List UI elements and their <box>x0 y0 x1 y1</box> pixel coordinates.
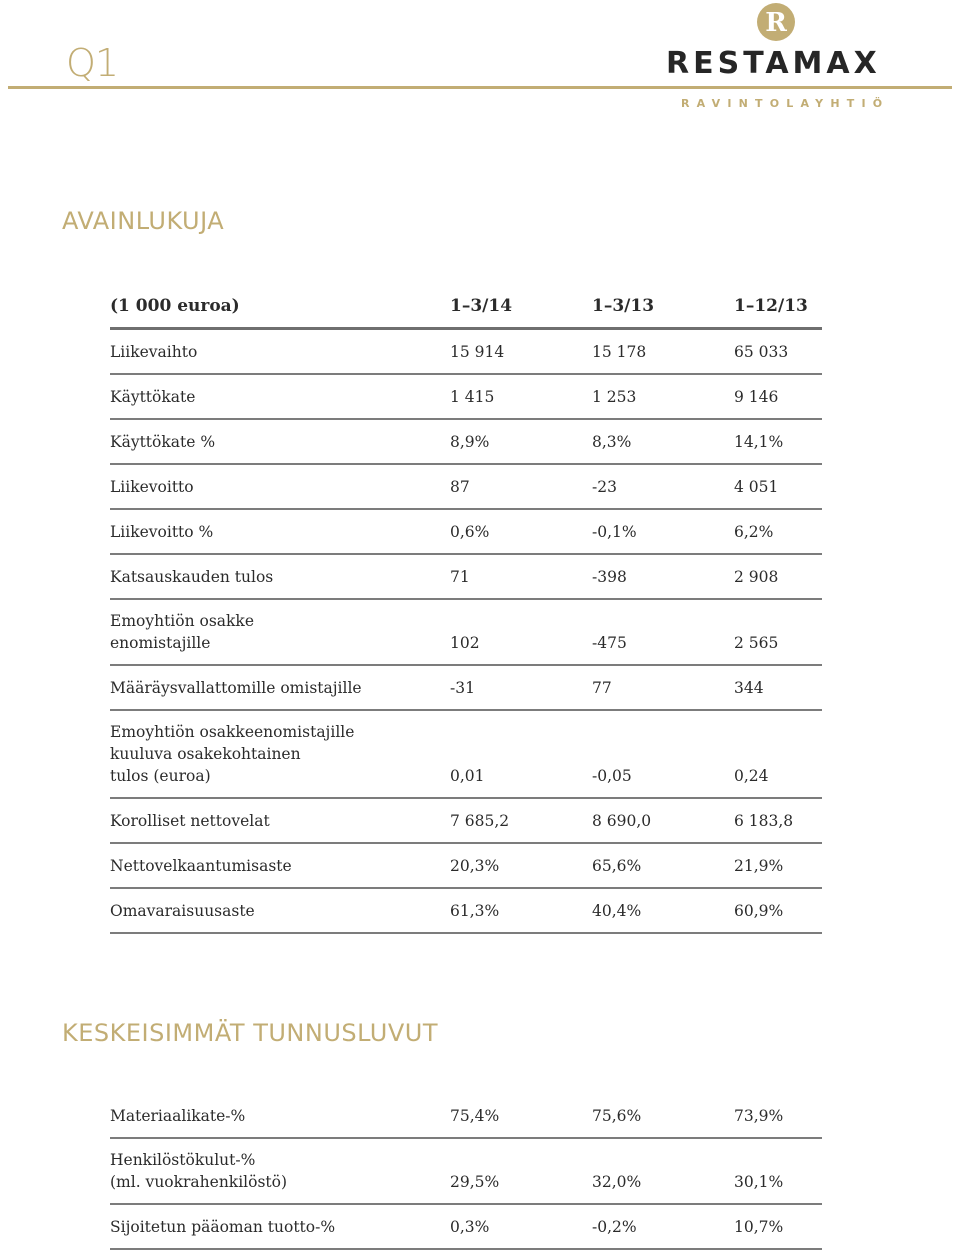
row-label: Emoyhtiön osakkeenomistajille kuuluva osakekohtainen tulos (euroa) <box>110 710 450 798</box>
row-label: Korolliset nettovelat <box>110 798 450 843</box>
row-value: -0,05 <box>592 710 734 798</box>
row-value: 1 253 <box>592 374 734 419</box>
row-label: Liikevaihto <box>110 329 450 375</box>
main-ratios-table <box>110 1094 822 1250</box>
row-value: 29,5% <box>450 1138 592 1204</box>
table-row <box>110 1138 822 1204</box>
row-value: 73,9% <box>734 1094 822 1138</box>
brand-name: RESTAMAX <box>666 46 881 81</box>
row-value: 0,01 <box>450 710 592 798</box>
row-label: Nettovelkaantumisaste <box>110 843 450 888</box>
row-value: 71 <box>450 554 592 599</box>
row-value: 75,6% <box>592 1094 734 1138</box>
table-row <box>110 599 822 665</box>
logo-letter: R <box>765 8 787 38</box>
row-label: Henkilöstökulut-% (ml. vuokrahenkilöstö) <box>110 1138 450 1204</box>
table-row <box>110 329 822 375</box>
row-label: Määräysvallattomille omistajille <box>110 665 450 710</box>
row-label: Katsauskauden tulos <box>110 554 450 599</box>
row-value: 0,3% <box>450 1204 592 1249</box>
row-value: 0,24 <box>734 710 822 798</box>
row-value: 2 565 <box>734 599 822 665</box>
row-value: 10,7% <box>734 1204 822 1249</box>
row-value: 6,2% <box>734 509 822 554</box>
table-row <box>110 374 822 419</box>
key-figures-title: AVAINLUKUJA <box>62 207 225 235</box>
table-row <box>110 509 822 554</box>
row-value: -31 <box>450 665 592 710</box>
row-value: -23 <box>592 464 734 509</box>
row-value: 344 <box>734 665 822 710</box>
row-label: Materiaalikate-% <box>110 1094 450 1138</box>
key-figures-table <box>110 284 822 934</box>
row-label: Omavaraisuusaste <box>110 888 450 933</box>
table-row <box>110 665 822 710</box>
quarter-label: Q1 <box>66 41 119 85</box>
row-value: 14,1% <box>734 419 822 464</box>
column-header: (1 000 euroa) <box>110 284 450 329</box>
table-row <box>110 710 822 798</box>
row-value: 7 685,2 <box>450 798 592 843</box>
row-value: -0,1% <box>592 509 734 554</box>
row-value: 4 051 <box>734 464 822 509</box>
table-row <box>110 1094 822 1138</box>
row-value: 87 <box>450 464 592 509</box>
row-value: 61,3% <box>450 888 592 933</box>
table-row <box>110 464 822 509</box>
table-row <box>110 1204 822 1249</box>
restamax-logo-icon <box>756 2 796 42</box>
table-row <box>110 888 822 933</box>
main-ratios-title: KESKEISIMMÄT TUNNUSLUVUT <box>62 1019 439 1047</box>
row-value: 102 <box>450 599 592 665</box>
row-value: 1 415 <box>450 374 592 419</box>
table-row <box>110 843 822 888</box>
row-label: Käyttökate % <box>110 419 450 464</box>
row-label: Emoyhtiön osakke enomistajille <box>110 599 450 665</box>
table-row <box>110 798 822 843</box>
row-value: 65 033 <box>734 329 822 375</box>
row-value: 8,3% <box>592 419 734 464</box>
row-value: 32,0% <box>592 1138 734 1204</box>
row-value: 21,9% <box>734 843 822 888</box>
table-header-row <box>110 284 822 329</box>
table-row <box>110 554 822 599</box>
brand-tagline: RAVINTOLAYHTIÖ <box>681 97 890 110</box>
row-value: 8,9% <box>450 419 592 464</box>
row-value: 6 183,8 <box>734 798 822 843</box>
row-value: 0,6% <box>450 509 592 554</box>
row-value: 77 <box>592 665 734 710</box>
row-value: 40,4% <box>592 888 734 933</box>
row-value: -475 <box>592 599 734 665</box>
header-divider <box>8 86 952 89</box>
table-row <box>110 419 822 464</box>
row-value: 15 178 <box>592 329 734 375</box>
row-value: 60,9% <box>734 888 822 933</box>
row-value: -398 <box>592 554 734 599</box>
column-header: 1–12/13 <box>734 284 822 329</box>
column-header: 1–3/14 <box>450 284 592 329</box>
row-value: 15 914 <box>450 329 592 375</box>
row-value: 30,1% <box>734 1138 822 1204</box>
row-label: Liikevoitto % <box>110 509 450 554</box>
row-value: 75,4% <box>450 1094 592 1138</box>
row-value: -0,2% <box>592 1204 734 1249</box>
row-label: Käyttökate <box>110 374 450 419</box>
row-value: 20,3% <box>450 843 592 888</box>
column-header: 1–3/13 <box>592 284 734 329</box>
row-value: 65,6% <box>592 843 734 888</box>
row-value: 9 146 <box>734 374 822 419</box>
row-value: 8 690,0 <box>592 798 734 843</box>
row-label: Sijoitetun pääoman tuotto-% <box>110 1204 450 1249</box>
row-value: 2 908 <box>734 554 822 599</box>
row-label: Liikevoitto <box>110 464 450 509</box>
